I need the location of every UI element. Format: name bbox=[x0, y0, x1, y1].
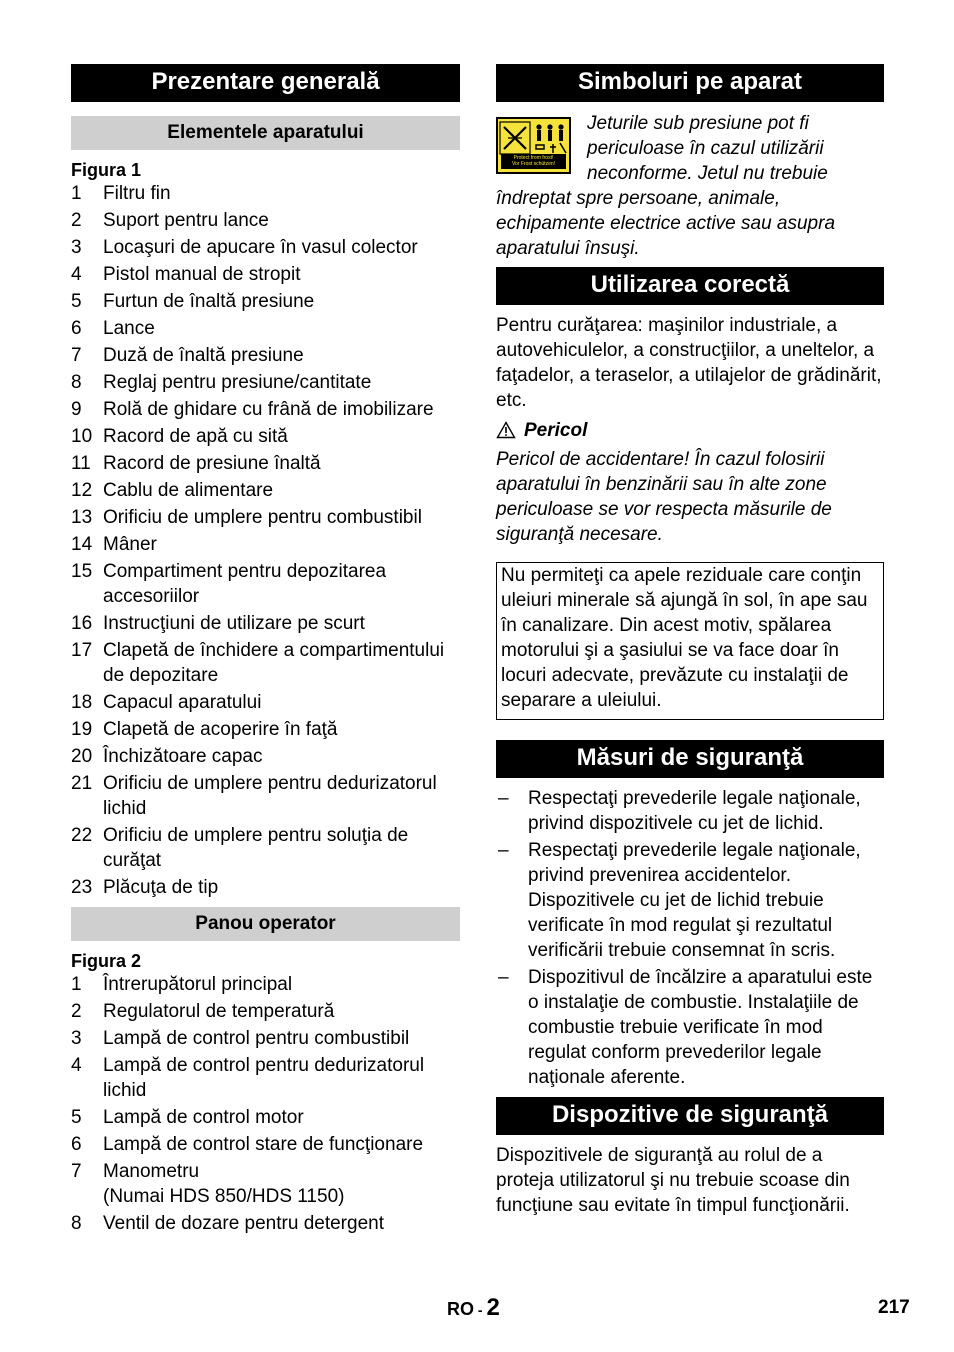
safety-item bbox=[496, 838, 884, 963]
item-number: 20 bbox=[71, 746, 93, 767]
dash-bullet: – bbox=[498, 840, 509, 861]
safety-measures-list bbox=[496, 786, 884, 1090]
list-item bbox=[71, 771, 460, 821]
list-item bbox=[71, 289, 460, 314]
item-number: 7 bbox=[71, 1161, 82, 1182]
boxed-note: Nu permiteţi ca apele reziduale care conţin uleiuri minerale să ajungă în sol, în ape sau în canalizare. Din acest motiv, spălarea motorului şi a şasiului se va face doar în locuri adecvate, prevăzute cu instalaţii de separare a uleiului. bbox=[496, 562, 884, 720]
heading-correct-use: Utilizarea corectă bbox=[496, 267, 884, 305]
item-number: 9 bbox=[71, 399, 82, 420]
heading-overview: Prezentare generală bbox=[71, 64, 460, 102]
list-item bbox=[71, 397, 460, 422]
right-column bbox=[496, 64, 884, 1218]
list-item bbox=[71, 823, 460, 873]
item-number: 14 bbox=[71, 534, 93, 555]
item-text: Clapetă de închidere a compartimentului de depozitare bbox=[103, 640, 445, 686]
list-item bbox=[71, 532, 460, 557]
item-text: Mâner bbox=[103, 534, 157, 555]
list-item bbox=[71, 690, 460, 715]
frost-label: Protect from frost! Vor Frost schützen! bbox=[501, 154, 566, 169]
item-text: Manometru bbox=[103, 1161, 200, 1182]
item-text: Plăcuţa de tip bbox=[103, 877, 219, 898]
list-item bbox=[71, 1211, 460, 1236]
operator-panel-list bbox=[71, 972, 460, 1236]
item-number: 4 bbox=[71, 264, 82, 285]
list-item bbox=[71, 611, 460, 636]
list-item bbox=[71, 1132, 460, 1157]
item-number: 4 bbox=[71, 1055, 82, 1076]
item-text: Filtru fin bbox=[103, 183, 171, 204]
safety-item-text: Respectaţi prevederile legale naţionale, privind dispozitivele cu jet de lichid. bbox=[528, 788, 861, 834]
list-item bbox=[71, 235, 460, 260]
item-text: Regulatorul de temperatură bbox=[103, 1001, 335, 1022]
footer-section-marker: RO - 2 bbox=[447, 1294, 500, 1321]
item-number: 18 bbox=[71, 692, 93, 713]
figure-label: Figura 2 bbox=[71, 951, 142, 971]
item-number: 8 bbox=[71, 372, 82, 393]
symbols-text: Jeturile sub presiune pot fi periculoase în cazul utilizării neconforme. Jetul nu trebuie îndreptat spre persoane, animale, echipamente electrice active sau asupra aparatului însuşi. bbox=[496, 115, 836, 259]
list-item bbox=[71, 343, 460, 368]
item-text: Locaşuri de apucare în vasul colector bbox=[103, 237, 418, 258]
list-item bbox=[71, 559, 460, 609]
item-number: 3 bbox=[71, 237, 82, 258]
item-text: Instrucţiuni de utilizare pe scurt bbox=[103, 613, 365, 634]
safety-item-text: Respectaţi prevederile legale naţionale, privind prevenirea accidentelor. Dispozitivele cu jet de lichid trebuie verificate în mod regulat şi rezultatul verificării trebuie consemnat în scris. bbox=[528, 840, 861, 961]
item-number: 2 bbox=[71, 210, 82, 231]
list-item bbox=[71, 875, 460, 900]
item-number: 23 bbox=[71, 877, 93, 898]
list-item bbox=[71, 262, 460, 287]
list-item bbox=[71, 181, 460, 206]
item-number: 1 bbox=[71, 183, 82, 204]
item-number: 5 bbox=[71, 291, 82, 312]
dash-bullet: – bbox=[498, 788, 509, 809]
item-text: Orificiu de umplere pentru combustibil bbox=[103, 507, 422, 528]
dash-bullet: – bbox=[498, 967, 509, 988]
safety-item-text: Dispozitivul de încălzire a aparatului este o instalaţie de combustie. Instalaţiile de combustie trebuie verificate în mod regulat conform prevederilor legale naţionale aferente. bbox=[528, 967, 873, 1088]
subheading-device-elements: Elementele aparatului bbox=[71, 116, 460, 150]
list-item bbox=[71, 1159, 460, 1209]
item-text: Pistol manual de stropit bbox=[103, 264, 301, 285]
item-text: Compartiment pentru depozitarea accesoriilor bbox=[103, 561, 387, 607]
item-number: 17 bbox=[71, 640, 93, 661]
safety-item bbox=[496, 786, 884, 836]
item-number: 3 bbox=[71, 1028, 82, 1049]
left-column bbox=[71, 64, 460, 1238]
item-number: 5 bbox=[71, 1107, 82, 1128]
item-number: 21 bbox=[71, 773, 93, 794]
list-item bbox=[71, 208, 460, 233]
page-number: 217 bbox=[878, 1297, 910, 1318]
danger-text: Pericol de accidentare! În cazul folosirii aparatului în benzinării sau în alte zone periculoase se vor respecta măsurile de siguranţă necesare. bbox=[496, 449, 832, 545]
item-text-note: (Numai HDS 850/HDS 1150) bbox=[103, 1186, 345, 1207]
item-text: Furtun de înaltă presiune bbox=[103, 291, 315, 312]
item-text: Ventil de dozare pentru detergent bbox=[103, 1213, 384, 1234]
list-item bbox=[71, 999, 460, 1024]
item-text: Rolă de ghidare cu frână de imobilizare bbox=[103, 399, 434, 420]
danger-heading bbox=[496, 418, 884, 443]
spray-warning-icon bbox=[498, 119, 569, 157]
item-text: Suport pentru lance bbox=[103, 210, 269, 231]
item-number: 12 bbox=[71, 480, 93, 501]
warning-triangle-icon bbox=[496, 421, 516, 439]
list-item bbox=[71, 1105, 460, 1130]
subheading-operator-panel: Panou operator bbox=[71, 907, 460, 941]
list-item bbox=[71, 424, 460, 449]
safety-devices-text: Dispozitivele de siguranţă au rolul de a proteja utilizatorul şi nu trebuie scoase din funcţiune sau evitate în timpul funcţionării. bbox=[496, 1145, 850, 1216]
danger-label: Pericol bbox=[524, 420, 588, 441]
warning-label-icon bbox=[496, 117, 571, 174]
list-item bbox=[71, 972, 460, 997]
item-text: Lance bbox=[103, 318, 155, 339]
correct-use-text: Pentru curăţarea: maşinilor industriale, a autovehiculelor, a construcţiilor, a uneltelor, a faţadelor, a teraselor, a utilajelor de grădinărit, etc. bbox=[496, 315, 882, 411]
item-number: 22 bbox=[71, 825, 93, 846]
list-item bbox=[71, 744, 460, 769]
item-text: Lampă de control pentru dedurizatorul lichid bbox=[103, 1055, 425, 1101]
item-number: 1 bbox=[71, 974, 82, 995]
item-number: 13 bbox=[71, 507, 93, 528]
safety-item bbox=[496, 965, 884, 1090]
item-text: Întrerupătorul principal bbox=[103, 974, 293, 995]
list-item bbox=[71, 638, 460, 688]
item-text: Racord de presiune înaltă bbox=[103, 453, 321, 474]
list-item bbox=[71, 1053, 460, 1103]
list-item bbox=[71, 1026, 460, 1051]
item-text: Orificiu de umplere pentru dedurizatorul lichid bbox=[103, 773, 437, 819]
item-number: 16 bbox=[71, 613, 93, 634]
item-number: 15 bbox=[71, 561, 93, 582]
item-number: 8 bbox=[71, 1213, 82, 1234]
item-text: Lampă de control pentru combustibil bbox=[103, 1028, 410, 1049]
item-text: Racord de apă cu sită bbox=[103, 426, 288, 447]
list-item bbox=[71, 717, 460, 742]
item-text: Cablu de alimentare bbox=[103, 480, 274, 501]
item-text: Clapetă de acoperire în faţă bbox=[103, 719, 338, 740]
heading-safety-devices: Dispozitive de siguranţă bbox=[496, 1097, 884, 1135]
item-number: 11 bbox=[71, 453, 91, 474]
item-text: Lampă de control stare de funcţionare bbox=[103, 1134, 424, 1155]
item-text: Reglaj pentru presiune/cantitate bbox=[103, 372, 372, 393]
item-text: Capacul aparatului bbox=[103, 692, 262, 713]
item-number: 6 bbox=[71, 318, 82, 339]
item-text: Închizătoare capac bbox=[103, 746, 263, 767]
list-item bbox=[71, 316, 460, 341]
heading-symbols: Simboluri pe aparat bbox=[496, 64, 884, 102]
item-text: Duză de înaltă presiune bbox=[103, 345, 304, 366]
item-text: Lampă de control motor bbox=[103, 1107, 304, 1128]
device-elements-list bbox=[71, 181, 460, 900]
list-item bbox=[71, 505, 460, 530]
heading-safety-measures: Măsuri de siguranţă bbox=[496, 740, 884, 778]
figure-label: Figura 1 bbox=[71, 160, 142, 180]
list-item bbox=[71, 478, 460, 503]
item-number: 6 bbox=[71, 1134, 82, 1155]
list-item bbox=[71, 451, 460, 476]
item-number: 2 bbox=[71, 1001, 82, 1022]
list-item bbox=[71, 370, 460, 395]
item-text: Orificiu de umplere pentru soluţia de curăţat bbox=[103, 825, 409, 871]
symbols-block bbox=[496, 115, 884, 261]
item-number: 7 bbox=[71, 345, 82, 366]
item-number: 19 bbox=[71, 719, 93, 740]
item-number: 10 bbox=[71, 426, 93, 447]
